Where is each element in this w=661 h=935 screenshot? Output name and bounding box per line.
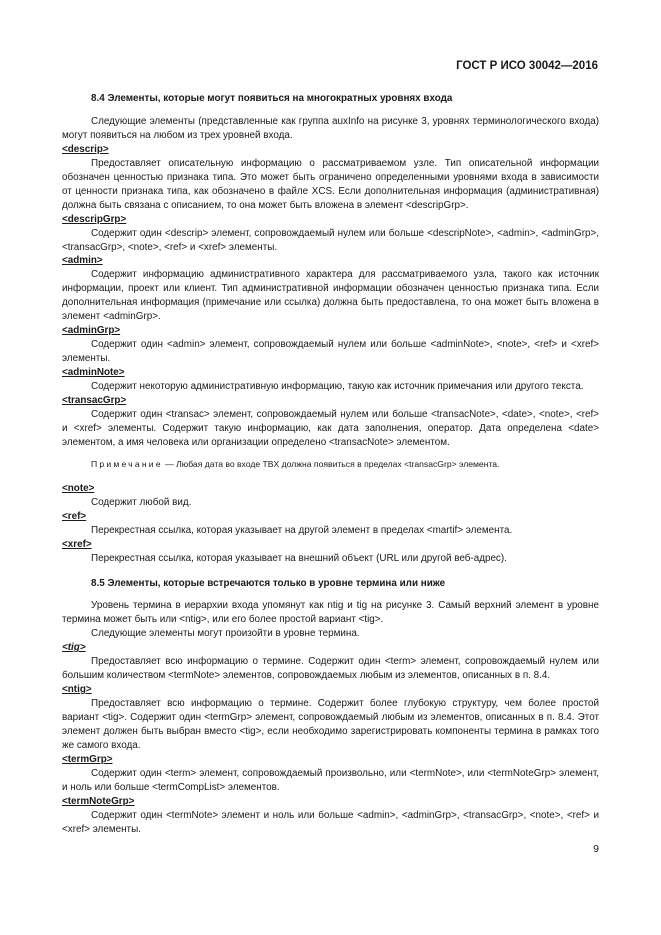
term-admin-text: Содержит информацию административного характера для рассматриваемого узла, такого как источник информации, проект или клиент. Тип административной информации обозначен ценностью признака типа. Если дополнительная информация (примечание или ссылка) должна быть предоставлена, то она может быть вложена в элемент <adminGrp>.: [62, 269, 599, 323]
term-xref: <xref>: [62, 538, 92, 550]
note-text: — Любая дата во входе TBX должна появиться в пределах <transacGrp> элемента.: [162, 458, 500, 469]
term-admin: <admin>: [62, 255, 103, 267]
term-adminnote-text: Содержит некоторую административную информацию, такую как источник примечания или другого текста.: [91, 381, 584, 393]
term-ntig: <ntig>: [62, 684, 92, 696]
term-termnotegrp: <termNoteGrp>: [62, 795, 135, 807]
term-descrip-text: Предоставляет описательную информацию о рассматриваемом узле. Тип описательной информации обозначен ценностью признака типа. Это может быть ограничено определенными уровнями входа в зависимости от ценности признака типа, как обозначено в файле XCS. Если дополнительная информация (административная) должна быть связана с описанием, то она может быть вложена в элемент <descripGrp>.: [62, 157, 599, 211]
term-note-text: Содержит любой вид.: [91, 496, 192, 508]
page-content: [62, 92, 599, 837]
term-descripgrp-text: Содержит один <descrip> элемент, сопровождаемый нулем или больше <descripNote>, <admin>, <adminGrp>, <transacGrp>, <note>, <ref> и <xref> элементы.: [62, 227, 599, 253]
term-transacgrp: <transacGrp>: [62, 395, 127, 407]
term-tig-text: Предоставляет всю информацию о термине. Содержит один <term> элемент, сопровождаемый нулем или большим количеством <termNote> элементов, сопровождаемых любым из элементов, описанных в п. 8.4.: [62, 656, 599, 682]
section-8-5-intro-2: Следующие элементы могут произойти в уровне термина.: [91, 628, 360, 640]
section-8-4-intro: Следующие элементы (представленные как группа auxInfo на рисунке 3, уровнях терминологического входа) могут появиться на любом из трех уровней входа.: [62, 115, 599, 141]
term-descripgrp: <descripGrp>: [62, 213, 127, 225]
term-descrip: <descrip>: [62, 143, 109, 155]
term-termnotegrp-text: Содержит один <termNote> элемент и ноль или больше <admin>, <adminGrp>, <transacGrp>, <note>, <ref> и <xref> элементы.: [62, 809, 599, 835]
term-admingrp-text: Содержит один <admin> элемент, сопровождаемый нулем или больше <adminNote>, <note>, <ref> и <xref> элементы.: [62, 339, 599, 365]
term-transacgrp-text: Содержит один <transac> элемент, сопровождаемый нулем или больше <transacNote>, <date>, <note>, <ref> и <xref> элементы. Содержит такую информацию, как дата заполнения, оператор. Дата определена <date> элементом, а имя человека или организации определено <transacNote> элементом.: [62, 408, 599, 448]
term-termgrp-text: Содержит один <term> элемент, сопровождаемый произвольно, или <termNote>, или <termNoteGrp> элемент, и ноль или больше <termCompList> элементов.: [62, 767, 599, 793]
term-ntig-text: Предоставляет всю информацию о термине. Содержит более глубокую структуру, чем более простой вариант <tig>. Содержит один <termGrp> элемент, сопровождаемый любым из элементов, описанных в п. 8.4. Этот элемент должен быть выбран вместо <tig>, если необходимо зарегистрировать компоненты термина в рамках того же самого входа.: [62, 698, 599, 751]
section-8-4-title: 8.4 Элементы, которые могут появиться на многократных уровнях входа: [91, 93, 453, 104]
term-ref-text: Перекрестная ссылка, которая указывает на другой элемент в пределах <martif> элемента.: [91, 524, 513, 536]
term-xref-text: Перекрестная ссылка, которая указывает на внешний объект (URL или другой веб-адрес).: [91, 552, 507, 564]
term-ref: <ref>: [62, 510, 87, 522]
standard-header: ГОСТ Р ИСО 30042—2016: [456, 60, 598, 72]
section-8-5-title: 8.5 Элементы, которые встречаются только в уровне термина или ниже: [91, 577, 446, 589]
note-label: Примечание: [91, 458, 163, 469]
note-paragraph: [62, 458, 599, 472]
term-admingrp: <adminGrp>: [62, 325, 121, 337]
term-note: <note>: [62, 482, 95, 494]
page-number: 9: [593, 843, 599, 855]
term-tig: <tig>: [62, 642, 86, 654]
term-adminnote: <adminNote>: [62, 367, 125, 379]
section-8-5-intro: Уровень термина в иерархии входа упомянут как ntig и tig на рисунке 3. Самый верхний элемент в уровне термина может быть или <ntig>, или его более простой вариант <tig>.: [62, 600, 599, 626]
term-termgrp: <termGrp>: [62, 753, 113, 765]
